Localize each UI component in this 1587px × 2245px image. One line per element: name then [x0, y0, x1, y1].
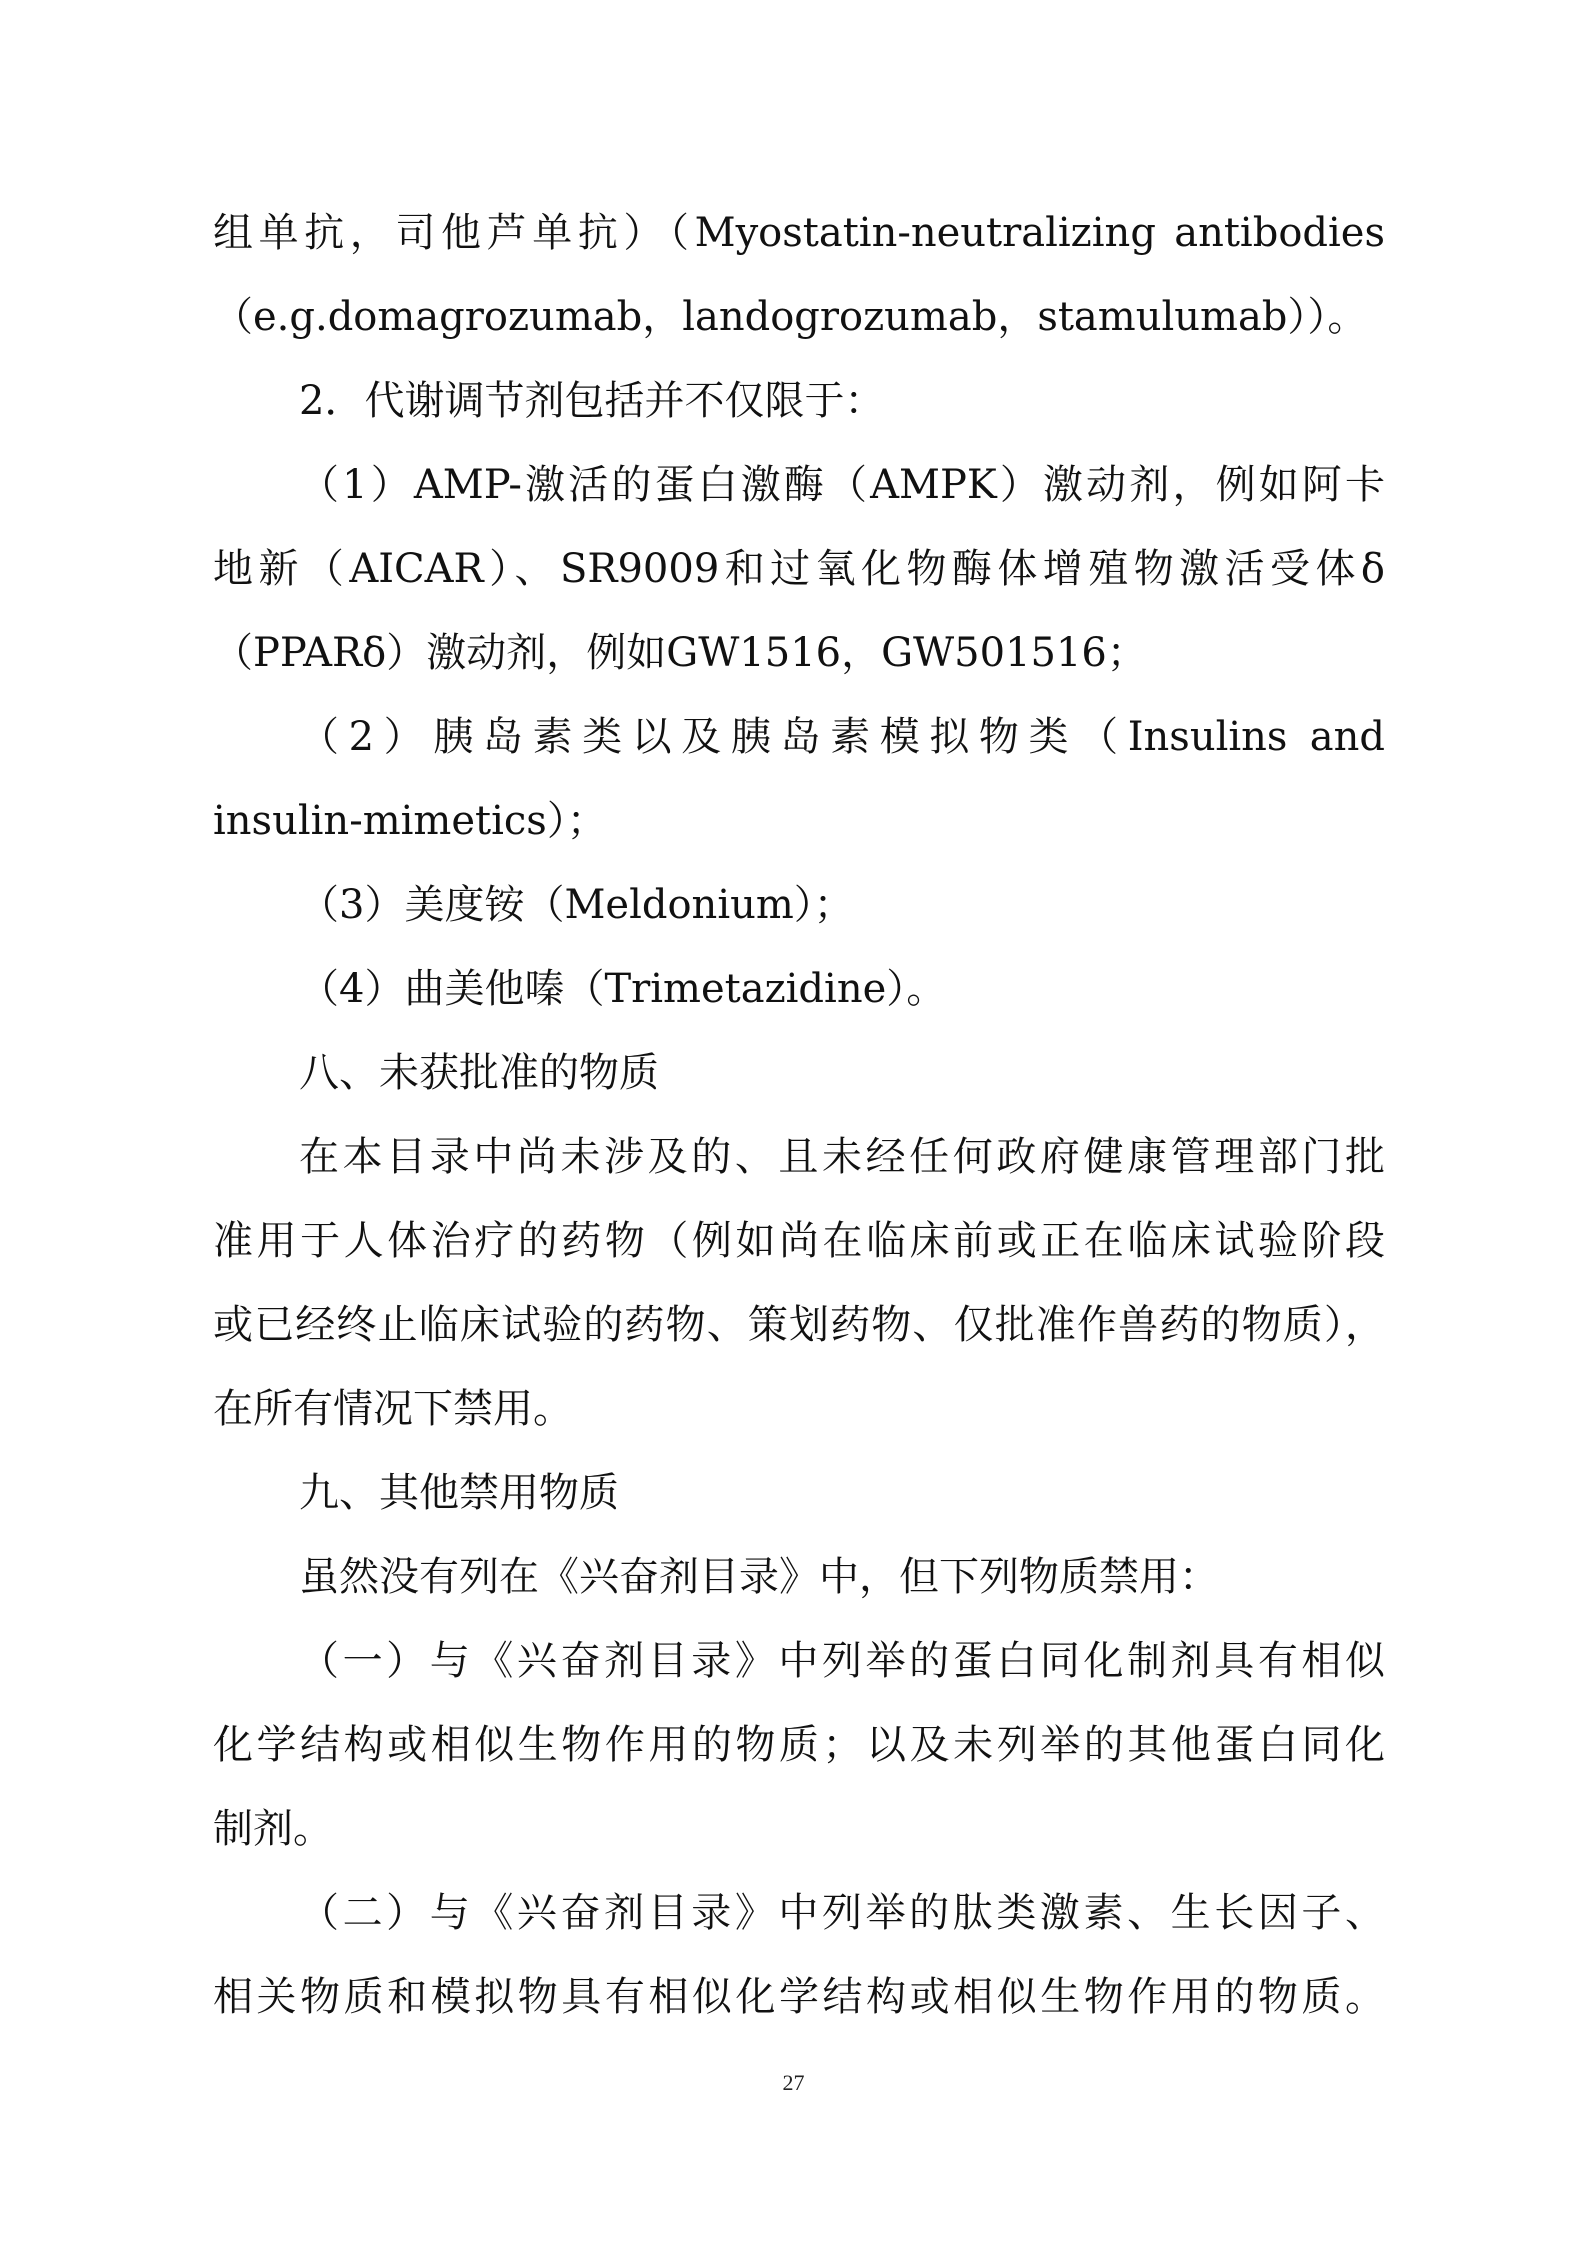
list-item: （3）美度铵（Meldonium）； [299, 882, 854, 928]
text-line: 化学结构或相似生物作用的物质；以及未列举的其他蛋白同化 [213, 1722, 1385, 1768]
text-line: 制剂。 [213, 1806, 333, 1852]
paragraph-line: 或已经终止临床试验的药物、策划药物、仅批准作兽药的物质）， [213, 1302, 1385, 1348]
paragraph-line: 准用于人体治疗的药物（例如尚在临床前或正在临床试验阶段 [213, 1218, 1385, 1264]
text-line: （e.g.domagrozumab，landogrozumab，stamulumab））。 [213, 294, 1368, 340]
text-line: 地新（AICAR）、SR9009和过氧化物酶体增殖物激活受体δ [213, 546, 1385, 592]
paragraph-line: 在所有情况下禁用。 [213, 1386, 573, 1432]
list-item: （4）曲美他嗪（Trimetazidine）。 [299, 966, 947, 1012]
section-heading: 九、其他禁用物质 [299, 1470, 619, 1516]
text-line: insulin-mimetics）； [213, 798, 607, 844]
text-line: 组单抗，司他芦单抗）（Myostatin-neutralizing antibodies [213, 210, 1385, 256]
list-item: （二）与《兴奋剂目录》中列举的肽类激素、生长因子、 [299, 1890, 1385, 1936]
list-heading: 2．代谢调节剂包括并不仅限于： [299, 378, 885, 424]
text-line: （PPARδ）激动剂，例如GW1516，GW501516； [213, 630, 1147, 676]
section-heading: 八、未获批准的物质 [299, 1050, 659, 1096]
list-item: （1）AMP-激活的蛋白激酶（AMPK）激动剂，例如阿卡 [299, 462, 1385, 508]
paragraph-line: 虽然没有列在《兴奋剂目录》中，但下列物质禁用： [299, 1554, 1219, 1600]
paragraph-line: 在本目录中尚未涉及的、且未经任何政府健康管理部门批 [299, 1134, 1385, 1180]
text-line: 相关物质和模拟物具有相似化学结构或相似生物作用的物质。 [213, 1974, 1385, 2020]
page-number: 27 [782, 2070, 805, 2095]
list-item: （2）胰岛素类以及胰岛素模拟物类（Insulins and [299, 714, 1385, 760]
list-item: （一）与《兴奋剂目录》中列举的蛋白同化制剂具有相似 [299, 1638, 1385, 1684]
